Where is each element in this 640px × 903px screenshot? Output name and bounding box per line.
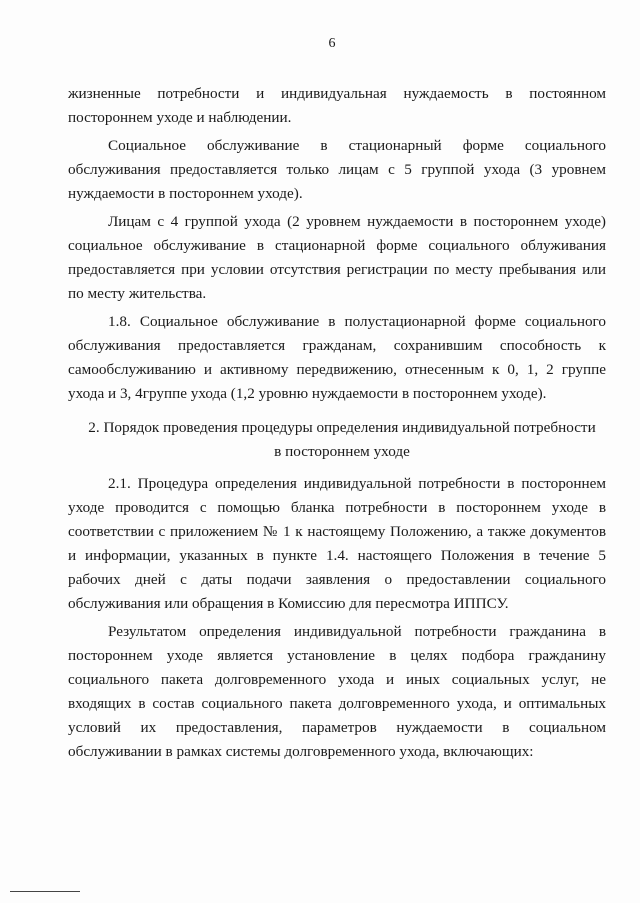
paragraph-continuation: жизненные потребности и индивидуальная нуждаемость в постоянном постороннем уходе и наблюдении.	[68, 85, 606, 126]
footnote-divider	[10, 891, 80, 892]
page-number: 6	[328, 36, 336, 51]
paragraph-group-4-care: Лицам с 4 группой ухода (2 уровнем нуждаемости в постороннем уходе) социальное обслуживание в стационарной форме социального облуживания предоставляется при условии отсутствия регистрации по месту пребывания или по месту жительства.	[68, 213, 606, 302]
document-body	[68, 82, 606, 768]
paragraph-result: Результатом определения индивидуальной потребности гражданина в постороннем уходе является установление в целях подбора гражданину социального пакета долговременного ухода и иных социальных услуг, не входящих в состав социального пакета долговременного ухода, и оптимальных условий их предоставления, параметров нуждаемости в социальном обслуживании в рамках системы долговременного ухода, включающих:	[68, 623, 606, 760]
paragraph-2-1-procedure: 2.1. Процедура определения индивидуальной потребности в постороннем уходе проводится с помощью бланка потребности в постороннем уходе в соответствии с приложением № 1 к настоящему Положению, а также документов и информации, указанных в пункте 1.4. настоящего Положения в течение 5 рабочих дней с даты подачи заявления о предоставлении социального обслуживания или обращения в Комиссию для пересмотра ИППСУ.	[68, 475, 606, 612]
paragraph-stationary-service: Социальное обслуживание в стационарный форме социального обслуживания предоставляется только лицам с 5 группой ухода (3 уровнем нуждаемости в постороннем уходе).	[68, 137, 606, 202]
section-heading: 2. Порядок проведения процедуры определения индивидуальной потребности в постороннем уходе	[88, 419, 596, 460]
paragraph-1-8-semi-stationary: 1.8. Социальное обслуживание в полустационарной форме социального обслуживания предоставляется гражданам, сохранившим способность к самообслуживанию и активному передвижению, отнесенным к 0, 1, 2 группе ухода и 3, 4группе ухода (1,2 уровню нуждаемости в постороннем уходе).	[68, 313, 606, 402]
